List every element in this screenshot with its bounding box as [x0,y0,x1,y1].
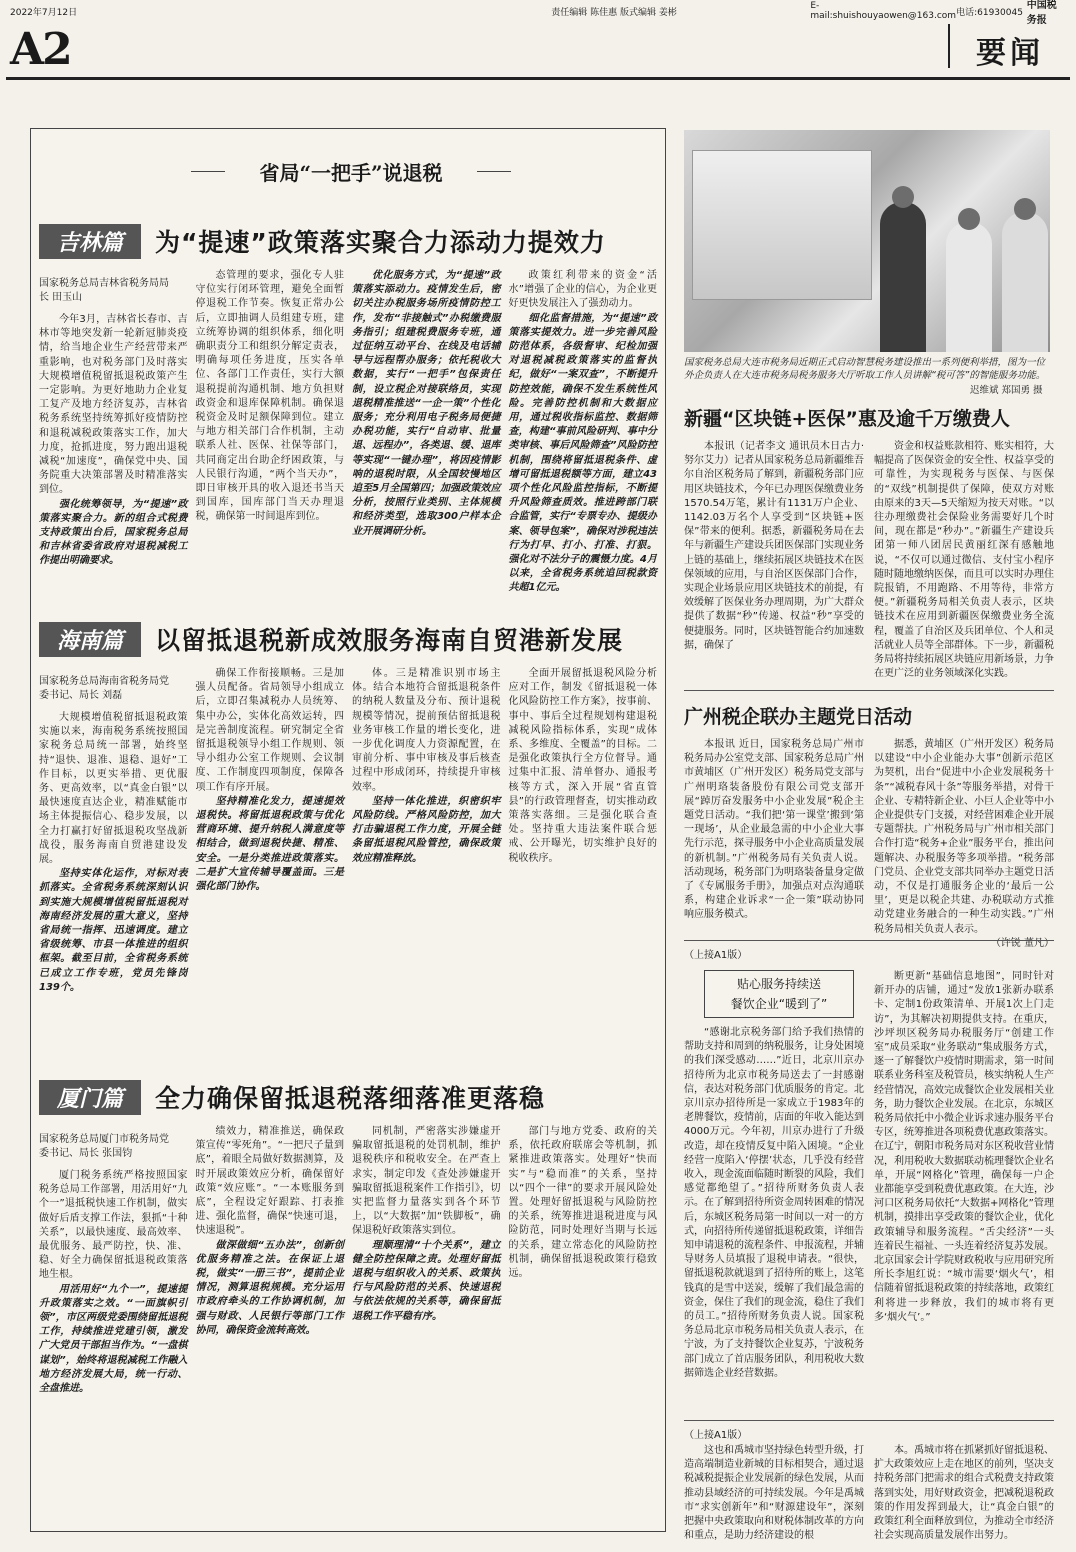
article-column [684,440,864,684]
section-title: 要闻 [976,36,1044,71]
byline: 国家税务总局吉林省税务局局长 田玉山 [39,278,169,303]
article-hainan [39,619,657,1067]
issue-date: 2022年7月12日 [10,7,78,18]
article-column [39,269,188,599]
article-column [874,738,1054,949]
article-column [874,440,1054,684]
paragraph: 大规模增值税留抵退税政策实施以来，海南税务系统按照国家税务总局统一部署，始终坚持“退快、退准、退稳、退好”工作目标，以更实举措、更优服务、更高效率，以“真金白银”以最快速度直达企业，精准赋能市场主体提振信心、稳步发展，以全力打赢打好留抵退税攻坚战新战役，服务海南自贸港建设发展。 [39,712,188,866]
display-screen-shape [692,150,872,300]
headline-row [39,619,657,659]
section-divider [684,690,1054,691]
paragraph: 本。禹城市将在抓紧抓好留抵退税、扩大政策效应上走在地区的前列，坚决支持税务部门把需求的组合式税费支持政策落到实处，用好财政资金，把减税退税政策的作用发挥到最大，让“真金白银”的政策红利全面释放到位，为推动全市经济社会实现高质量发展作出努力。 [874,1445,1054,1542]
byline: 国家税务总局厦门市税务局党委书记、局长 张国钧 [39,1134,169,1159]
continued-marker: （上接A1版） [684,950,748,961]
contact-phone: 电话:61930045 [956,7,1023,18]
subhead-paragraph: 细化监督措施，为“提速”政策落实提效力。进一步完善风险防范体系，各级督审、纪检加强对退税减税政策落实的监督执纪，做好“一案双查”，不断提升防控效能，确保不发生系统性风险。完善防控机制和大数据应用，通过税收指标监控、数据筛查，构建“事前风险研判、事中分类审核、事后风险筛查”风险防控机制，围绕将留抵退税条件、虚增可留抵退税额等方面，建立43项个性化风险监控指标，不断提升风险筛查质效。推进跨部门联合监管，实行“专票专办、提级办案、领导包案”，确保对涉税违法行为打早、打小、打准、打狠。强化对不法分子的震慑力度。4月以来，全省税务系统追回税款资共超1亿元。 [508,312,657,594]
subhead-paragraph: 做深做细“五办法”，创新创优服务精准之法。在保证上退税，做实“一册三书”，提前企业情况，测算退税规模。充分运用市政府牵头的工作协调机制，加强与财政、人民银行等部门工作协同，确保资金流转高效。 [195,1239,344,1336]
article-headline: 全力确保留抵退税落细落准更落稳 [155,1084,546,1113]
person-shape [946,222,992,352]
page-header-bar [10,0,1066,26]
subhead-paragraph: 用活用好“九个一”，提速提升政策落实之效。“一面旗帜引领”，市区两级党委围绕留抵退税工作，持续推进党建引领，激发广大党员干部担当作为。“一盘棋谋划”，始终将退税减税工作融入地方经济发展大局，统一行动、全盘推进。 [39,1283,188,1395]
paragraph: 资金和权益账款相符、账实相符，大幅提高了医保资金的安全性、权益享受的可靠性，为实现税务与医保、与医保的“双线”机制提供了保障，使双方对账由原来的3天—5天缩短为按天对账。“以往办理缴费社会保险业务需要好几个时间，现在都是“秒办”。”新疆生产建设兵团第一师八团居民黄丽红深有感触地说，“不仅可以通过微信、支付宝小程序随时随地缴纳医保，而且可以实时办理住院报销，不用跑路、不用等待，非常方便。”新疆税务局相关负责人表示，区块链技术在应用到新疆医保缴费业务全流程，覆盖了自治区及兵团单位、个人和灵活就业人员等全部群体。下一步，新疆税务局将持续拓展区块链应用新场景，力争在更广泛的业务领域深化实践。 [874,441,1054,680]
article-column [509,667,658,1067]
paragraph: “感谢北京税务部门给予我们热情的帮助支持和周到的纳税服务，让身处困境的我们深受感动……”近日，北京川京办招待所为北京市税务局送去了一封感谢信，表达对税务部门优质服务的肯定。北京川京办招待所是一家成立于1983年的老牌餐饮，疫情前，店面的年收入能达到4000万元。今年初，川京办进行了升级改造，却在疫情反复中陷入困境。“企业经营一度陷入‘停摆’状态，几乎没有经营收入，现金流面临随时断裂的风险，我们感觉都绝望了。”招待所财务负责人表示。在了解到招待所资金周转困难的情况后，东城区税务局第一时间以一对一的方式，向招待所传递留抵退税政策，详细告知申请退税的流程条件、申报流程，并辅导财务人员填报了退税申请表。“很快，留抵退税款就退到了招待所的账上，这笔钱真的是雪中送炭，缓解了我们最急需的资金，保住了我们的现金流，稳住了我们的员工。”招待所财务负责人说。国家税务总局北京市税务局相关负责人表示，在宁波，为了支持餐饮企业复苏，宁波税务部门成立了首店服务团队，利用税收大数据筛选企业经营数据。 [684,1027,864,1379]
subhead-paragraph: 理顺理清“十个关系”，建立健全防控保障之责。处理好留抵退税与组织收入的关系、政策执行与风险防范的关系、快速退税与依法依规的关系等，确保留抵退税工作平稳有序。 [352,1239,501,1322]
section-divider [684,1420,1054,1421]
article-column [39,1125,188,1525]
paragraph: 同机制，严密落实涉嫌虚开骗取留抵退税的处罚机制，维护退税秩序和税收安全。在严查上求实，制定印发《查处涉嫌虚开骗取留抵退税案件工作指引》，切实把监督力量落实到各个环节上，以“大数据”加“铁脚板”，确保退税好政策落实到位。 [352,1126,501,1237]
paragraph: 态管理的要求，强化专人驻守位实行闭环管理，避免全面暂停退税工作节奏。恢复正常办公后，立即抽调人员组建专班，建立统筹协调的组织体系，细化明确职责分工和组织分解定责表，明确每项任务进度，压实各单位、各部门工作责任，实行大额退税提前沟通机制、地方负担财政资金和退库保障机制。确保退税资金及时足额保障到位。建立与地方相关部门合作机制，主动联系人社、医保、社保等部门，共同商定出台助企纾困政策，与人民银行沟通，“两个当天办”，即日审核开具的收入退还书当天到国库，国库部门当天办理退税，确保第一时间退库到位。 [195,270,344,523]
article-columns [39,269,657,599]
paragraph: 本报讯（记者李文 通讯员木日古力·努尔艾力）记者从国家税务总局新疆维吾尔自治区税务局了解到，新疆税务部门应用区块链技术，今年已办理医保缴费业务1570.54万笔，累计有1131万户企业、1142.03万名个人享受到“区块链+医保”带来的便利。据悉，新疆税务局在去年与新疆生产建设兵团医保部门实现业务上链的基础上，继续拓展区块链技术在医保领域的应用，与自治区医保部门合作，实现企业场景应用区块链技术的前提，有效缓解了医保业务办理周期，为广大群众提供了数据“秒”传递、权益“秒”享受的便捷服务。同时，区块链智能合约加速数据，确保了 [684,441,864,651]
article-column [684,1026,864,1466]
photo-caption: 国家税务总局大连市税务局近期正式启动智慧税务建设推出一系列便利举措，图为一位外企负责人在大连市税务局税务服务大厅听取工作人员讲解“税可答”的智能服务功能。 [684,357,1046,381]
paragraph: 全面开展留抵退税风险分析应对工作，制发《留抵退税一体化风险防控工作方案》，按事前、事中、事后全过程规划构建退税减税风险指标体系，实现“成体系、多维度、全覆盖”的目标。二是强化政策执行全方位督导。通过集中汇报、清单督办、通报考核等方式，深入开展“省直管县”的行政管理督查，切实推动政策落实落细。三是强化联合查处。坚持重大违法案件联合惩戒、公开曝光，切实维护良好的税收秩序。 [508,668,657,864]
paragraph: 绩效力，精准推送，确保政策宣传“零死角”。“一把尺子量到底”，着眼全局做好数据测算，及时开展政策效应分析，确保留好政策“效应账”。“一本账服务到底”，全程设定好跟踪、打表推进、强化监督，确保“快速可退，快速退税”。 [195,1126,344,1237]
article-columns [684,440,1054,684]
person-shape [880,202,926,352]
person-head-shape [1014,198,1036,220]
paragraph: 今年3月，吉林省长春市、吉林市等地突发新一轮新冠肺炎疫情，给当地企业生产经营带来严重影响，也对税务部门及时落实大规模增值税留抵退税政策产生一定影响。为更好地助力企业复工复产及地方经济复苏，吉林省税务系统坚持统筹抓好疫情防控和退税减税政策落实工作，加大力度，抢抓进度，努力跑出退税减税“加速度”，确保党中央、国务院重大决策部署及时精准落实到位。 [39,314,188,496]
article-columns [39,1125,657,1525]
person-shape [1002,212,1048,352]
masthead [6,20,1070,80]
box-title-line: 贴心服务持续送 [736,977,821,991]
article-column [352,667,501,1067]
article-column [874,1444,1054,1540]
article-column [196,1125,345,1525]
article-column [352,269,501,599]
headline-row [39,1077,657,1117]
region-tag: 海南篇 [39,622,141,657]
article-column [196,269,345,599]
paragraph: 断更新“基础信息地图”，同时针对新开办的店铺，通过“发放1张新办联系卡、定制1份政策清单、开展1次上门走访”，为其解决初期提供支持。在重庆，沙坪坝区税务局办税服务厅“创建工作室”成员采取“业务联动”集成服务方式，逐一了解餐饮户疫情时期需求，第一时间联系业务科室及税管员，核实纳税人生产经营情况，高效完成餐饮企业发展相关业务，助力餐饮企业发展。在北京，东城区税务局依托中小微企业诉求速办服务平台专区，统筹推进各项税费优惠政策落实。在辽宁，朝阳市税务局对东区税收营业情况，利用税收大数据联动梳理餐饮企业名单，开展“网格化”管理，确保每一户企业都能享受到税费优惠政策。在大连，沙河口区税务局依托“大数据+网格化”管理机制，摸排出享受政策的餐饮企业，优化政策辅导和服务流程。“舌尖经济”一头连着民生福祉、一头连着经济复苏发展。北京国家会计学院财政税收与应用研究所所长李旭红说：“城市需要‘烟火气’，相信随着留抵退税政策的持续落地，政策红利将进一步释放，我们的城市将有更多‘烟火气’。” [874,971,1054,1323]
box-title-line: 餐饮企业“暖到了” [730,997,828,1011]
photo-credit: 迟维斌 郑国勇 摄 [970,385,1043,396]
region-tag: 吉林篇 [39,224,141,259]
article-column [509,269,658,599]
region-tag: 厦门篇 [39,1080,141,1115]
article-xinjiang [684,404,1054,684]
person-head-shape [958,208,980,230]
article-xiamen [39,1077,657,1525]
article-column [684,1444,864,1540]
box-title [704,970,854,1018]
headline-row [39,221,657,261]
article-guangzhou [684,702,1054,949]
article-column [196,667,345,1067]
person-head-shape [892,186,914,208]
paragraph: 这也和禹城市坚持绿色转型升级，打造高端制造业新城的目标相契合，通过退税减税提振企业发展新的绿色发展，从而推动县域经济的可持续发展。今年是禹城市“求实创新年”和“财源建设年”，深刻把握中央政策取向和财税体制改革的方向和重点，是助力经济建设的根 [684,1445,864,1542]
feature-column-title: 省局“一把手”说退税 [221,157,481,186]
paragraph: 部门与地方党委、政府的关系，依托政府联席会等机制，抓紧推进政策落实。处理好“快而实”与“稳而准”的关系，坚持以“四个一律”的要求开展风险处置。处理好留抵退税与风险防控的关系，统筹推进退税进度与风险防范，同时处理好当期与长远的关系，建立常态化的风险防控机制，确保留抵退税政策行稳致远。 [508,1126,657,1280]
article-column [684,738,864,928]
paragraph: 本报讯 近日，国家税务总局广州市税务局办公室党支部、国家税务总局广州市黄埔区（广州开发区）税务局党支部与广州明珞装备股份有限公司党支部开展“踔厉奋发服务中小企业发展”税企主题党日活动。“我们把‘第一课堂’搬到‘第一现场’，从企业最急需的中小企业大事先行示范，探寻服务中小企业高质量发展的新机制。”广州税务局有关负责人说。活动现场，税务部门为明珞装备量身定做了《专属服务手册》，加强点对点沟通联系，构建企业诉求“一企一策”联动协同响应服务模式。 [684,739,864,921]
subhead-paragraph: 坚持一体化推进，织密织牢风险防线。严格风险防控，加大打击骗退税工作力度，开展全链条留抵退税风险管控，确保政策效应精准释放。 [352,795,501,864]
article-columns [39,667,657,1067]
article-headline: 新疆“区块链+医保”惠及逾千万缴费人 [684,408,1010,430]
article-headline: 以留抵退税新成效服务海南自贸港新发展 [155,626,624,655]
article-headline: 广州税企联办主题党日活动 [684,706,913,728]
paragraph: 政策红利带来的资金“活水”增强了企业的信心，为企业更好更快发展注入了强劲动力。 [508,270,657,310]
article-column [874,970,1054,1470]
subhead-paragraph: 坚持精准化发力，提速提效退税快。将留抵退税政策与优化营商环境、提升纳税人满意度等相结合，做到退税快捷、精准、安全。一是分类推进政策落实。二是扩大宣传辅导覆盖面。三是强化部门协作。 [195,795,344,893]
news-photo [684,130,1050,352]
article-jilin [39,221,657,599]
article-column [39,667,188,1067]
paragraph: 体。三是精准识别市场主体。结合本地符合留抵退税条件的纳税人数量及分布、预计退税规模等情况，提前预估留抵退税业务审核工作量的增长变化，进一步优化调度人力资源配置，在审前分析、事中审核及事后核查过程中形成闭环，持续提升审核效率。 [352,668,501,793]
contact-email: E-mail:shuishouyaowen@163.com [810,1,957,21]
editors-line: 责任编辑 陈佳惠 版式编辑 姜彬 [551,7,677,18]
newspaper-name: 中国税务报 [1026,0,1057,26]
byline: 国家税务总局海南省税务局党委书记、局长 刘磊 [39,676,169,701]
article-columns [684,738,1054,949]
paragraph: 厦门税务系统严格按照国家税务总局工作部署，用活用好“九个一”退抵税快速工作机制，做实做好后盾支撑工作法，狠抓“十种关系”，以最快速度、最高效率、最优服务、最严防控，快、准、稳、好全力确保留抵退税政策落地生根。 [39,1170,188,1281]
subhead-paragraph: 优化服务方式，为“提速”政策落实添动力。疫情发生后，密切关注办税服务场所疫情防控工作，发布“非接触式”办税缴费服务指引；组建税费服务专班，通过征纳互动平台、在线及电话辅导与远程帮办服务；依托税收大数据，实行“一把手”包保责任制，设立税企对接联络员，实现退税精准推送“一企一策”个性化服务；充分利用电子税务局便捷办税功能，实行“自动审、批量退、远程办”，各类退、缓、退库等实现“一键办理”，将因疫情影响的退税时限，从全国较慢地区追至5月全国第四；加强政策效应分析，按照行业类别、主体规模和经济类型，选取300户样本企业开展调研分析。 [352,270,501,537]
page-number: A2 [10,24,71,75]
article-column [352,1125,501,1525]
paragraph: 据悉，黄埔区（广州开发区）税务局以建设“中小企业能办大事”创新示范区为契机，出台“促进中小企业发展税务十条”“减税春风十条”等服务举措，对骨干企业、专精特新企业、小巨人企业等中小企业提供专门支援，对经营困难企业开展专题帮扶。广州税务局与广州市相关部门合作打造“税务+企业”服务平台，推出问题解决、办税服务等多项举措。“税务部门党员、企业党支部共同举办主题党日活动，不仅是打通服务企业的‘最后一公里’，更是以税企共建、办税联动方式推动党建业务融合的一种生动实践。”广州税务局相关负责人表示。 [874,739,1054,935]
author-signoff: （许锐 董凡） [990,937,1054,949]
subhead-paragraph: 强化统筹领导，为“提速”政策落实聚合力。新的组合式税费支持政策出台后，国家税务总局和吉林省委省政府对退税减税工作提出明确要求。 [39,498,188,567]
article-headline: 为“提速”政策落实聚合力添动力提效力 [155,228,606,257]
feature-box [30,128,666,1532]
continued-marker: （上接A1版） [684,1430,748,1441]
subhead-paragraph: 坚持实体化运作，对标对表抓落实。全省税务系统深刻认识到实施大规模增值税留抵退税对海南经济发展的重大意义，坚持省局统一指挥、迅速调度。建立省级统筹、市县一体推进的组织框架。截至目前，全省税务系统已成立工作专班，党员先锋岗139个。 [39,868,188,993]
paragraph: 确保工作衔接顺畅。三是加强人员配备。省局领导小组成立后，立即召集减税办人员统筹、集中办公，实体化高效运转，四是完善制度流程。研究制定全省留抵退税领导小组工作规则、领导小组办公室工作规则、会议制度、工作制度四项制度，保障各项工作有序开展。 [195,668,344,793]
section-divider [684,940,1054,941]
article-column [509,1125,658,1525]
